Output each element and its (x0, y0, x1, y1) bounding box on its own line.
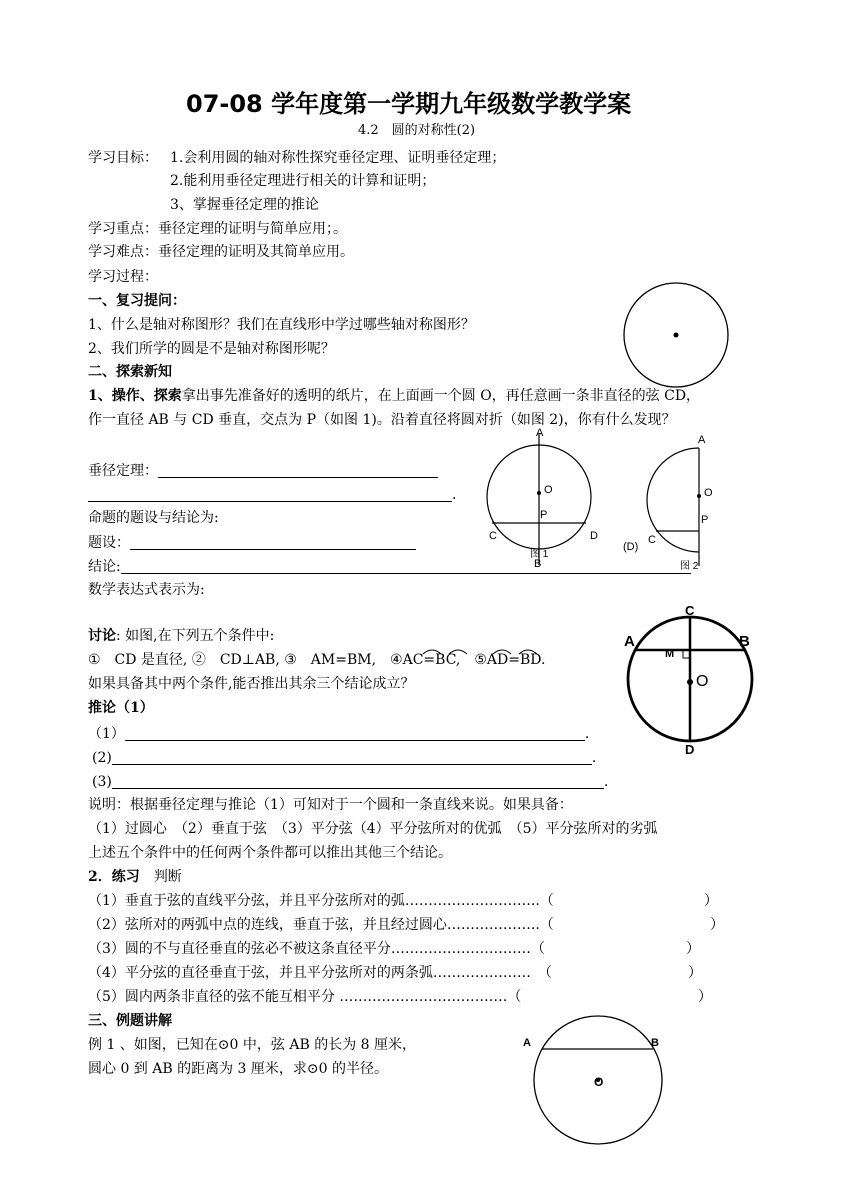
fig1-label-o: O (544, 484, 553, 496)
review-q1: 1、什么是轴对称图形？我们在直线形中学过哪些轴对称图形？ (88, 317, 475, 333)
process-line: 学习过程： (88, 269, 158, 285)
fig1-label-p: P (540, 509, 548, 521)
fig1-label-a: A (536, 427, 544, 439)
explore-p1 (88, 389, 700, 403)
fig4-label-o: O (594, 1075, 604, 1089)
fig3-label-b: B (739, 633, 750, 650)
conclusion-label: 结论: (88, 559, 121, 575)
fig2-label-p: P (701, 514, 709, 526)
theorem-line (88, 463, 438, 478)
premise-title: 命题的题设与结论为: (88, 510, 219, 526)
discussion-line-1-rest: : 如图,在下列五个条件中: (116, 628, 275, 644)
fig3-label-o: O (696, 673, 709, 690)
practice-item-1: （1）垂直于弦的直线平分弦，并且平分弦所对的弧………………………..（ (88, 893, 554, 909)
corollary-item-1-end: . (584, 726, 590, 742)
practice-item-5: （5）圆内两条非直径的弦不能互相平分 ………………………………（ (88, 989, 522, 1005)
fig1-label-c: C (489, 530, 497, 542)
practice-heading-bold: 2．练习 (88, 869, 140, 885)
corollary-item-3-label: (3) (92, 774, 112, 790)
focus-line: 学习重点：垂径定理的证明与简单应用；。 (88, 221, 347, 237)
practice-item-4: （4）平分弦的直径垂直于弦，并且平分弦所对的两条弧………………… （ (88, 965, 552, 981)
goal-2: 2.能利用垂径定理进行相关的计算和证明； (170, 173, 436, 189)
corollary-heading: 推论（1） (88, 700, 154, 716)
fig3-label-a: A (624, 633, 635, 650)
fig4-label-b: B (651, 1037, 659, 1049)
corollary-item-1-label: （1） (88, 726, 125, 742)
corollary-item-1 (88, 726, 589, 741)
fig3-label-d: D (685, 742, 695, 757)
fig1-caption: 图 1 (530, 549, 549, 560)
fig2-label-c: C (648, 534, 656, 546)
corollary-item-2-end: . (591, 750, 597, 766)
discussion-conditions: ① CD 是直径, ② CD⊥AB, ③ AM=BM, ④AC=BC, ⑤AD=BD. (88, 652, 546, 668)
premise-blank[interactable] (130, 535, 416, 550)
page-title: 07-08 学年度第一学期九年级数学教学案 (186, 90, 632, 118)
discussion-label: 讨论 (88, 628, 116, 644)
fig2-caption: 图 2 (680, 561, 699, 572)
corollary-blank-2[interactable] (112, 750, 592, 765)
example-line-2: 圆心 0 到 AB 的距离为 3 厘米，求⊙0 的半径。 (88, 1061, 389, 1077)
review-q2: 2、我们所学的圆是不是轴对称图形呢？ (88, 341, 335, 357)
theorem-blank[interactable] (158, 463, 438, 478)
explore-p1-rest: 拿出事先准备好的透明的纸片，在上面画一个圆 O，再任意画一条非直径的弦 CD， (181, 388, 701, 404)
explore-p2: 作一直径 AB 与 CD 垂直，交点为 P（如图 1)。沿着直径将圆对折（如图 2)，你有什么发现？ (88, 412, 676, 428)
difficulty-line: 学习难点：垂径定理的证明及其简单应用。 (88, 244, 354, 260)
theorem-label: 垂径定理： (88, 463, 158, 479)
corollary-item-2 (92, 750, 596, 765)
fig1-label-b: B (534, 558, 542, 570)
practice-item-3-close: ） (686, 941, 700, 957)
theorem-line-2 (88, 487, 456, 502)
theorem-blank-2[interactable] (88, 487, 452, 502)
figure-2 (620, 428, 720, 573)
example-heading: 三、例题讲解 (88, 1013, 172, 1029)
corollary-summary: 上述五个条件中的任何两个条件都可以推出其他三个结论。 (88, 845, 452, 861)
corollary-item-3-end: . (603, 774, 609, 790)
practice-item-2-close: ） (710, 917, 724, 933)
practice-item-2: （2）弦所对的两弧中点的连线，垂直于弦，并且经过圆心………………..（ (88, 917, 554, 933)
fig3-label-m: M (665, 648, 675, 660)
premise-label: 题设： (88, 535, 130, 551)
review-heading: 一、复习提问： (88, 293, 186, 309)
practice-heading (88, 870, 182, 884)
corollary-item-2-label: (2) (92, 750, 112, 766)
discussion-question: 如果具备其中两个条件,能否推出其余三个结论成立？ (88, 676, 415, 692)
theorem-end: . (452, 487, 457, 503)
goals-label: 学习目标： (88, 150, 158, 166)
premise-line (88, 535, 416, 550)
figure-plain-circle (620, 282, 735, 392)
corollary-blank-3[interactable] (112, 774, 604, 789)
practice-item-3: （3）圆的不与直径垂直的弦必不被这条直径平分…………………………（ (88, 941, 545, 957)
explore-heading: 二、探索新知 (88, 364, 172, 380)
corollary-item-3 (92, 774, 608, 789)
math-expression: 数学表达式表示为: (88, 582, 205, 598)
fig2-label-o: O (704, 487, 713, 499)
practice-heading-rest: 判断 (139, 869, 182, 885)
corollary-note: 说明：根据垂径定理与推论（1）可知对于一个圆和一条直线来说。如果具备： (88, 797, 573, 813)
goal-3: 3、掌握垂径定理的推论 (170, 197, 319, 213)
practice-item-5-close: ） (698, 989, 712, 1005)
arc-marks (415, 644, 545, 656)
page-subtitle: 4.2 圆的对称性(2) (358, 123, 476, 138)
example-line-1: 例 1 、如图，已知在⊙0 中，弦 AB 的长为 8 厘米， (88, 1037, 417, 1053)
figure-4 (515, 1008, 675, 1158)
explore-p1-bold: 1、操作、探索 (88, 388, 182, 404)
goal-1: 1.会利用圆的轴对称性探究垂径定理、证明垂径定理； (170, 150, 506, 166)
fig1-label-d: D (590, 530, 598, 542)
corollary-conditions: （1）过圆心 （2）垂直于弦 （3）平分弦（4）平分弦所对的优弧 （5）平分弦所对的劣弧 (88, 821, 658, 837)
practice-item-4-close: ） (688, 965, 702, 981)
practice-item-1-close: ） (704, 893, 718, 909)
corollary-blank-1[interactable] (125, 726, 585, 741)
fig3-label-c: C (685, 603, 695, 618)
figure-1 (480, 425, 610, 570)
fig2-label-a: A (698, 434, 706, 446)
discussion-line-1 (88, 629, 274, 643)
fig4-label-a: A (523, 1037, 531, 1049)
fig2-label-d: (D) (623, 541, 639, 553)
figure-3 (615, 600, 765, 760)
